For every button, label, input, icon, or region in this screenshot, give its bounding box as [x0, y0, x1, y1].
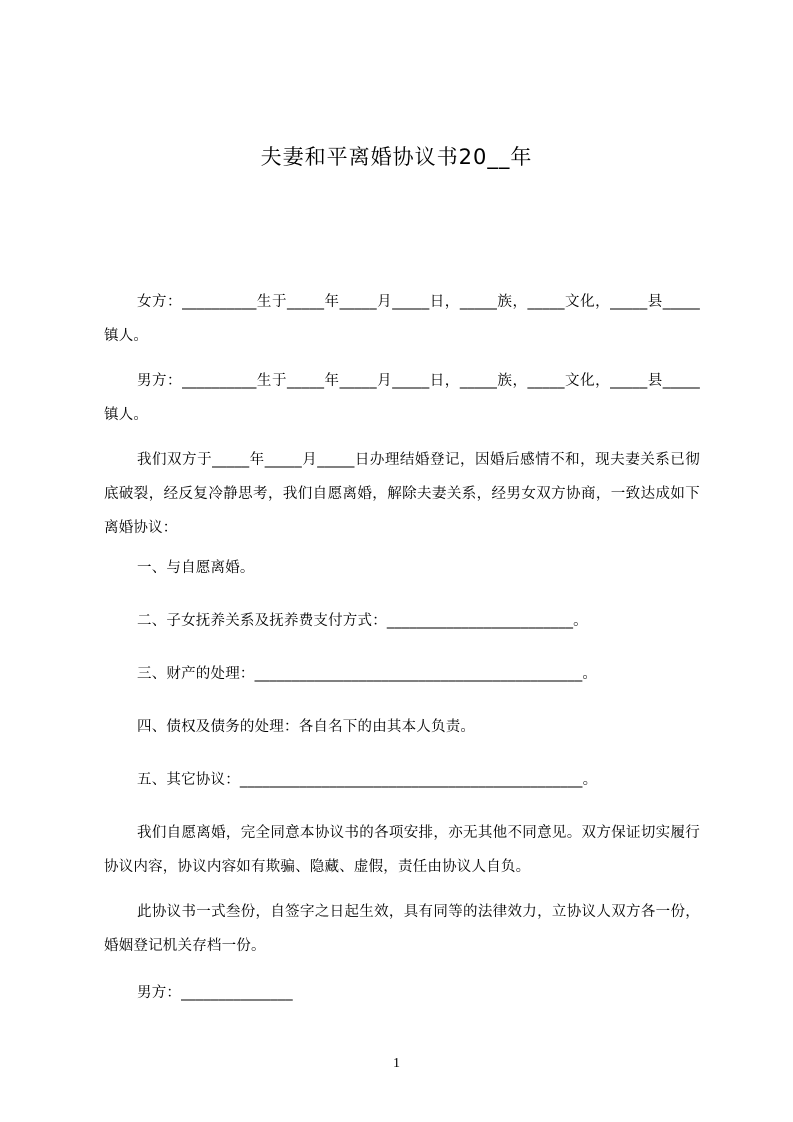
clause-5: 五、其它协议：______________________________________________。	[137, 772, 598, 788]
page-number: 1	[393, 1056, 400, 1071]
female-party-paragraph: 女方：__________生于_____年_____月_____日，_____族，_____文化，_____县_____镇人。	[104, 294, 700, 344]
copies-paragraph: 此协议书一式叁份，自签字之日起生效，具有同等的法律效力，立协议人双方各一份，婚姻登记机关存档一份。	[104, 904, 700, 954]
clause-2: 二、子女抚养关系及抚养费支付方式：_________________________。	[137, 613, 588, 629]
male-party-paragraph: 男方：__________生于_____年_____月_____日，_____族，_____文化，_____县_____镇人。	[104, 373, 700, 423]
clause-4: 四、债权及债务的处理：各自名下的由其本人负责。	[137, 719, 476, 735]
clause-3: 三、财产的处理：____________________________________________。	[137, 666, 598, 682]
guarantee-paragraph: 我们自愿离婚，完全同意本协议书的各项安排，亦无其他不同意见。双方保证切实履行协议内容，协议内容如有欺骗、隐藏、虚假，责任由协议人自负。	[104, 825, 700, 875]
male-signature-line: 男方：_______________	[137, 985, 293, 1001]
intro-paragraph: 我们双方于_____年_____月_____日办理结婚登记，因婚后感情不和，现夫妻关系已彻底破裂，经反复冷静思考，我们自愿离婚，解除夫妻关系，经男女双方协商，一致达成如下离婚协议：	[104, 452, 700, 536]
clause-1: 一、与自愿离婚。	[137, 560, 255, 576]
document-title: 夫妻和平离婚协议书20__年	[260, 145, 533, 169]
